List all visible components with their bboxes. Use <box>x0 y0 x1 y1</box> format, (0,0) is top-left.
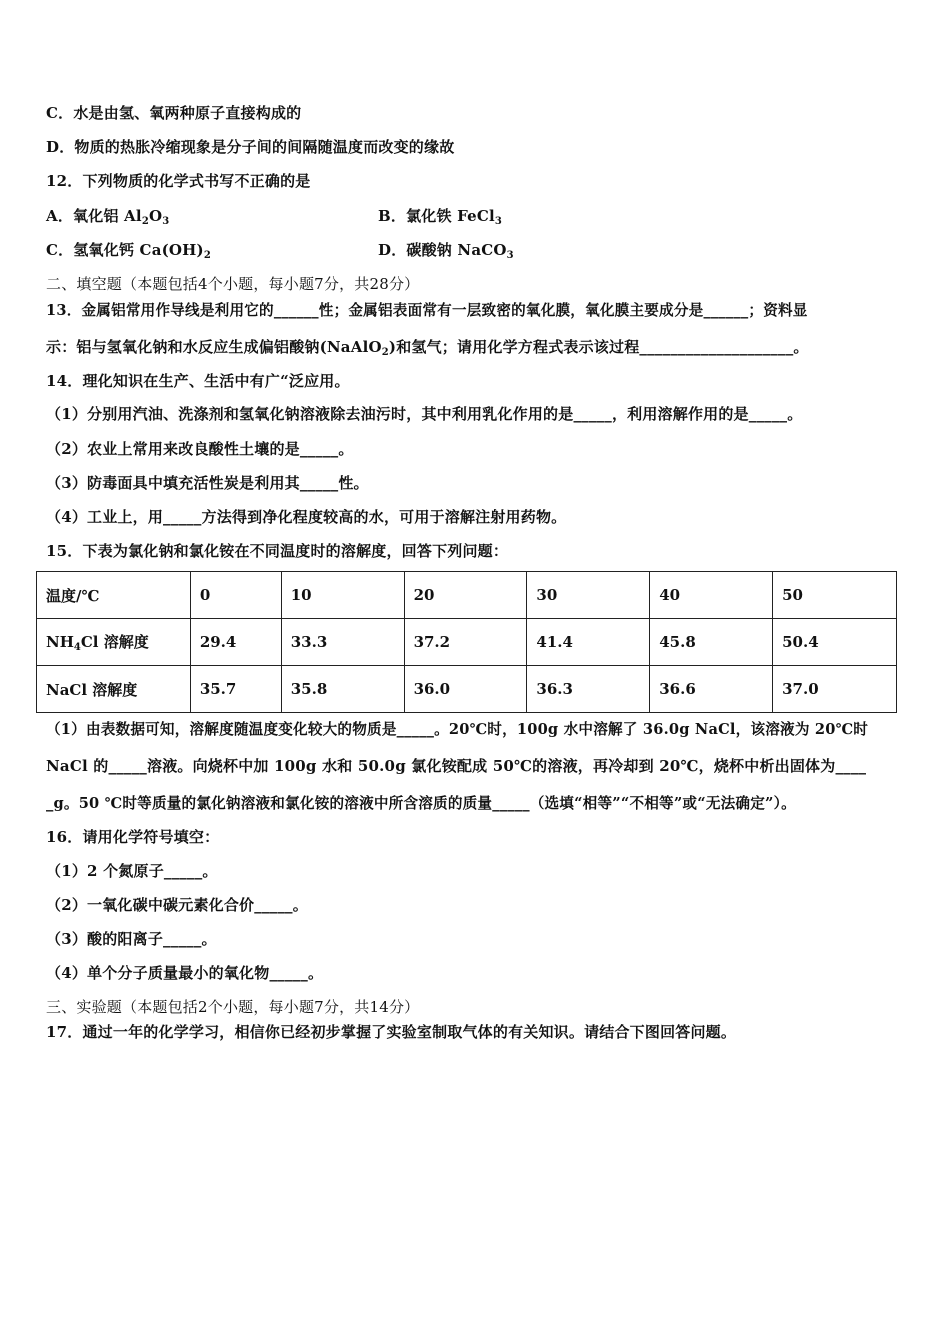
q16-part2: （2）一氧化碳中碳元素化合价_____。 <box>46 896 308 914</box>
table-cell: 36.3 <box>527 666 650 713</box>
table-cell: 41.4 <box>527 619 650 666</box>
table-cell: 45.8 <box>650 619 773 666</box>
q15-part1-line2: NaCl 的_____溶液。向烧杯中加 100g 水和 50.0g 氯化铵配成 50℃的溶液，再冷却到 20℃，烧杯中析出固体为____ <box>46 757 867 775</box>
table-row-nh4cl <box>37 619 897 666</box>
table-row-nacl <box>37 666 897 713</box>
solubility-table <box>36 571 897 713</box>
q12-options-row1 <box>46 205 169 227</box>
q15-part1-line1: （1）由表数据可知，溶解度随温度变化较大的物质是_____。20℃时，100g 水中溶解了 36.0g NaCl，该溶液为 20℃时 <box>46 721 869 738</box>
q16-stem: 16．请用化学符号填空： <box>46 828 220 846</box>
table-cell: 33.3 <box>281 619 404 666</box>
q11-option-c: C．水是由氢、氧两种原子直接构成的 <box>46 104 302 122</box>
q15-part1-line3: _g。50 ℃时等质量的氯化钠溶液和氯化铵的溶液中所含溶质的质量_____（选填“相等”“不相等”或“无法确定”）。 <box>46 795 796 812</box>
q13-line2: 示：铝与氢氧化钠和水反应生成偏铝酸钠(NaAlO$_2$)和氢气；请用化学方程式表示该过程____________________。 <box>46 338 809 358</box>
table-cell: 36.0 <box>404 666 527 713</box>
q12-option-a: A．氧化铝 $Al_2O_3$ <box>46 207 170 227</box>
q12-stem: 12．下列物质的化学式书写不正确的是 <box>46 172 311 190</box>
section-3-heading: 三、实验题（本题包括2个小题，每小题7分，共14分） <box>46 998 420 1016</box>
section-2-heading: 二、填空题（本题包括4个小题，每小题7分，共28分） <box>46 275 420 293</box>
table-cell: 29.4 <box>190 619 281 666</box>
table-cell: 50 <box>773 572 897 619</box>
q12-option-d: D．碳酸钠 NaCO$_3$ <box>378 241 514 261</box>
q11-option-d: D．物质的热胀冷缩现象是分子间的间隔随温度而改变的缘故 <box>46 138 455 156</box>
q13-line1: 13．金属铝常用作导线是利用它的______性；金属铝表面常有一层致密的氧化膜，氧化膜主要成分是______；资料显 <box>46 302 808 319</box>
q12-option-c: C．氢氧化钙 $Ca(OH)_2$ <box>46 241 212 261</box>
table-cell: 0 <box>190 572 281 619</box>
table-cell: 10 <box>281 572 404 619</box>
table-row-label: NaCl 溶解度 <box>37 666 191 713</box>
table-cell: 36.6 <box>650 666 773 713</box>
q16-part3: （3）酸的阳离子_____。 <box>46 930 217 948</box>
q12-option-b: B．氯化铁 FeCl$_3$ <box>378 207 503 227</box>
table-cell: 37.0 <box>773 666 897 713</box>
q15-stem: 15．下表为氯化钠和氯化铵在不同温度时的溶解度，回答下列问题： <box>46 542 509 560</box>
q16-part1: （1）2 个氮原子_____。 <box>46 862 218 880</box>
table-cell: 20 <box>404 572 527 619</box>
q14-part4: （4）工业上，用_____方法得到净化程度较高的水，可用于溶解注射用药物。 <box>46 508 567 526</box>
table-cell: 37.2 <box>404 619 527 666</box>
q14-stem: 14．理化知识在生产、生活中有广“泛应用。 <box>46 372 350 390</box>
table-cell: 40 <box>650 572 773 619</box>
table-cell: 30 <box>527 572 650 619</box>
table-header-row <box>37 572 897 619</box>
q14-part2: （2）农业上常用来改良酸性土壤的是_____。 <box>46 440 354 458</box>
table-cell: 35.8 <box>281 666 404 713</box>
q14-part3: （3）防毒面具中填充活性炭是利用其_____性。 <box>46 474 369 492</box>
table-cell: 50.4 <box>773 619 897 666</box>
table-row-label: $NH_4Cl$ 溶解度 <box>37 619 191 666</box>
table-cell: 温度/℃ <box>37 572 191 619</box>
q16-part4: （4）单个分子质量最小的氧化物_____。 <box>46 964 324 982</box>
q14-part1: （1）分别用汽油、洗涤剂和氢氧化钠溶液除去油污时，其中利用乳化作用的是_____，利用溶解作用的是_____。 <box>46 405 803 423</box>
table-cell: 35.7 <box>190 666 281 713</box>
q17-stem: 17．通过一年的化学学习，相信你已经初步掌握了实验室制取气体的有关知识。请结合下图回答问题。 <box>46 1023 737 1041</box>
